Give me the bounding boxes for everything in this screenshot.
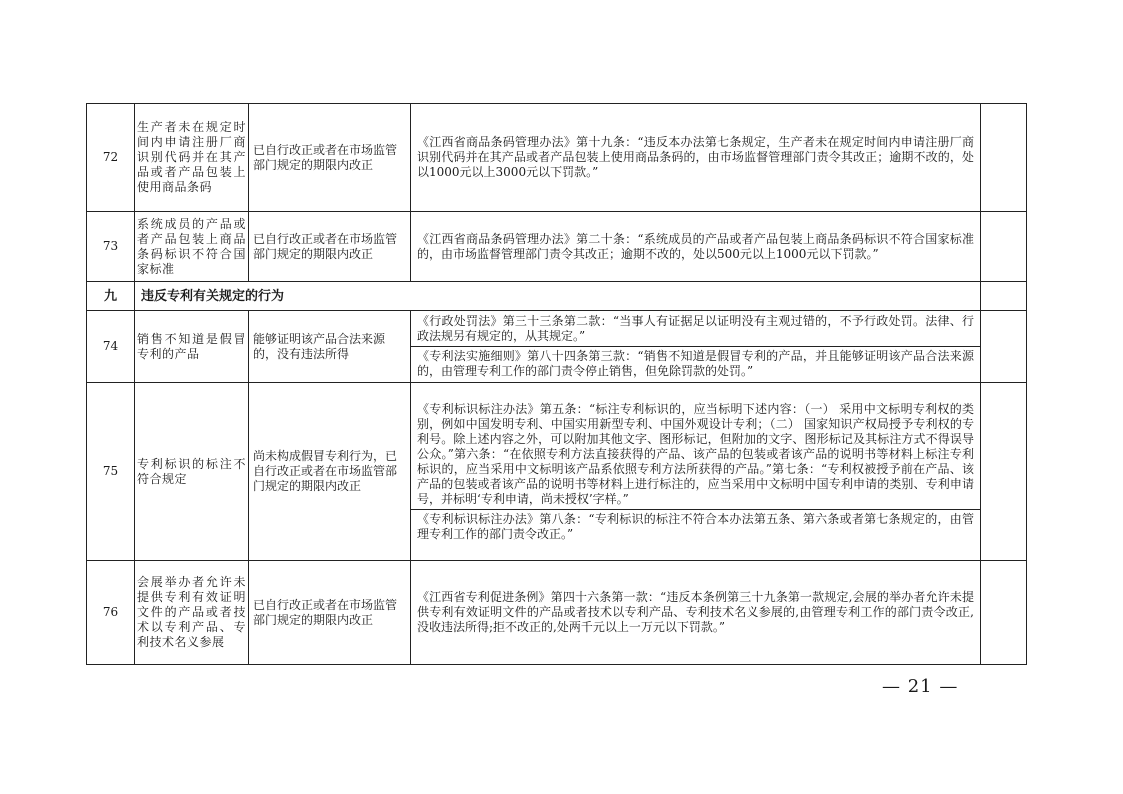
row-number: 76 [87,561,135,665]
row-number: 74 [87,311,135,383]
penalty-table [86,103,1027,665]
exemption-condition: 已自行改正或者在市场监管部门规定的期限内改正 [249,561,411,665]
table-row [87,104,1027,212]
exemption-condition: 已自行改正或者在市场监管部门规定的期限内改正 [249,212,411,282]
note-cell [981,311,1027,383]
row-number: 75 [87,383,135,561]
exemption-condition: 能够证明该产品合法来源的，没有违法所得 [249,311,411,383]
row-number: 72 [87,104,135,212]
violation-name: 生产者未在规定时间内申请注册厂商识别代码并在其产品或者产品包装上使用商品条码 [135,104,249,212]
legal-basis: 《江西省商品条码管理办法》第十九条：“违反本办法第七条规定，生产者未在规定时间内申请注册厂商识别代码并在其产品或者产品包装上使用商品条码的，由市场监督管理部门责令其改正；逾期不改的，处以1000元以上3000元以下罚款。” [411,104,981,212]
legal-basis-clause: 《专利法实施细则》第八十四条第三款：“销售不知道是假冒专利的产品，并且能够证明该产品合法来源的，由管理专利工作的部门责令停止销售，但免除罚款的处罚。” [417,349,974,378]
legal-basis: 《江西省商品条码管理办法》第二十条：“系统成员的产品或者产品包装上商品条码标识不符合国家标准的，由市场监督管理部门责令其改正；逾期不改的，处以500元以上1000元以下罚款。” [411,212,981,282]
legal-basis [411,311,981,383]
row-number: 73 [87,212,135,282]
note-cell [981,561,1027,665]
violation-name: 销售不知道是假冒专利的产品 [135,311,249,383]
violation-name: 系统成员的产品或者产品包装上商品条码标识不符合国家标准 [135,212,249,282]
note-cell [981,212,1027,282]
legal-basis-clause: 《专利标识标注办法》第五条：“标注专利标识的，应当标明下述内容：（一） 采用中文标明专利权的类别，例如中国发明专利、中国实用新型专利、中国外观设计专利；（二） 国家知识产权局授予专利权的专利号。除上述内容之外，可以附加其他文字、图形标记，但附加的文字、图形标记及其标注方式不得误导公众。”第六条：“在依照专利方法直接获得的产品、该产品的包装或者该产品的说明书等材料上标注专利标识的，应当采用中文标明该产品系依照专利方法所获得的产品。”第七条：“专利权被授予前在产品、该产品的包装或者该产品的说明书等材料上进行标注的，应当采用中文标明中国专利申请的类别、专利申请号，并标明‘专利申请，尚未授权’字样。” [411,400,980,510]
table-row [87,212,1027,282]
exemption-condition: 尚未构成假冒专利行为，已自行改正或者在市场监管部门规定的期限内改正 [249,383,411,561]
legal-basis-clause: 《专利标识标注办法》第八条：“专利标识的标注不符合本办法第五条、第六条或者第七条规定的，由管理专利工作的部门责令改正。” [417,511,974,541]
table-row [87,383,1027,561]
table-row [87,311,1027,383]
category-number: 九 [87,282,135,311]
legal-basis-clause: 《行政处罚法》第三十三条第二款：“当事人有证据足以证明没有主观过错的，不予行政处罚。法律、行政法规另有规定的，从其规定。” [411,312,980,347]
category-title: 违反专利有关规定的行为 [135,282,981,311]
page-number: — 21 — [882,676,959,697]
note-cell [981,104,1027,212]
exemption-condition: 已自行改正或者在市场监管部门规定的期限内改正 [249,104,411,212]
violation-name: 会展举办者允许未提供专利有效证明文件的产品或者技术以专利产品、专利技术名义参展 [135,561,249,665]
violation-name: 专利标识的标注不符合规定 [135,383,249,561]
note-cell [981,282,1027,311]
table-row [87,561,1027,665]
legal-basis [411,383,981,561]
category-row [87,282,1027,311]
note-cell [981,383,1027,561]
legal-basis: 《江西省专利促进条例》第四十六条第一款：“违反本条例第三十九条第一款规定,会展的举办者允许未提供专利有效证明文件的产品或者技术以专利产品、专利技术名义参展的,由管理专利工作的部门责令改正,没收违法所得;拒不改正的,处两千元以上一万元以下罚款。” [411,561,981,665]
